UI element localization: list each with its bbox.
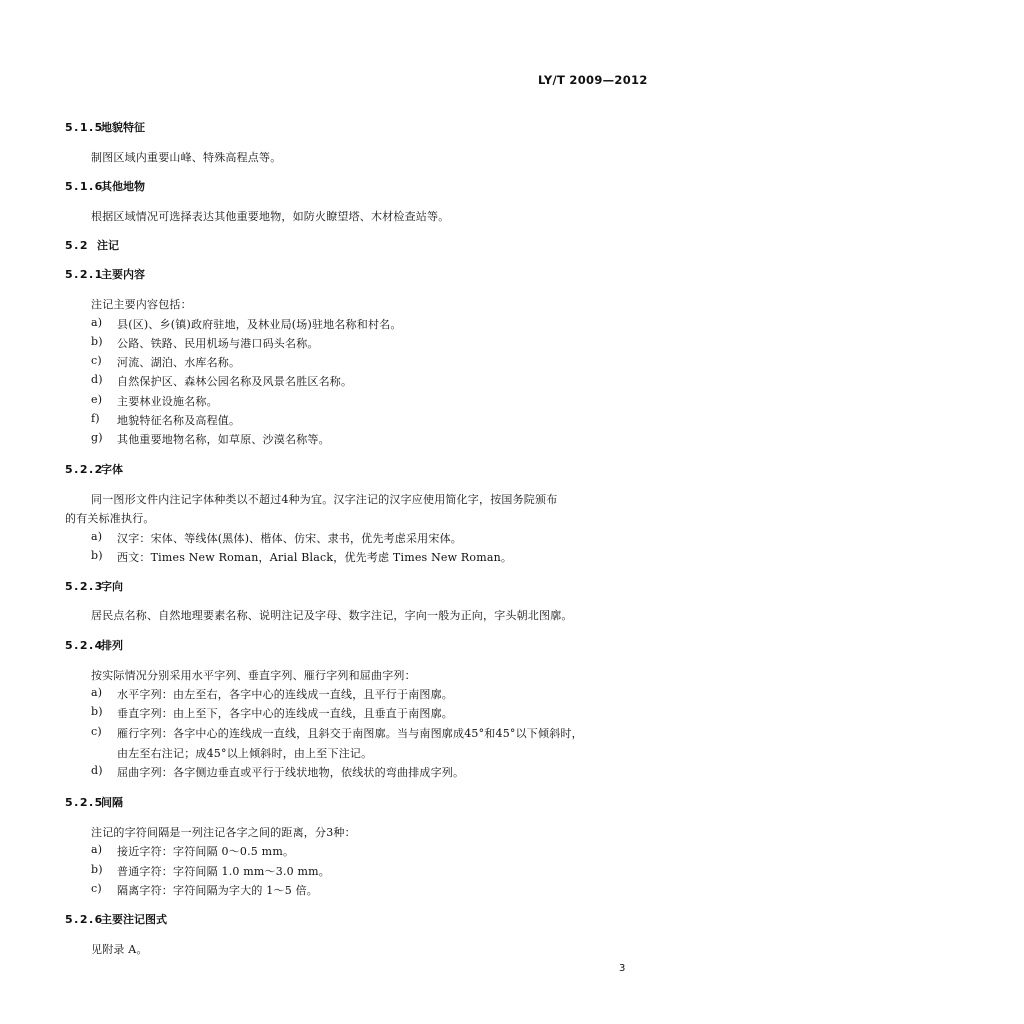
section-number: 5.2.4 — [65, 639, 104, 652]
heading-5-2 — [65, 237, 119, 253]
list-text: 水平字列：由左至右，各字中心的连线成一直线，且平行于南图廓。 — [117, 688, 453, 701]
list-text: 接近字符：字符间隔 0～0.5 mm。 — [117, 845, 295, 858]
list-text: 屈曲字列：各字侧边垂直或平行于线状地物，依线状的弯曲排成字列。 — [117, 766, 465, 779]
list-text: 垂直字列：由上至下，各字中心的连线成一直线，且垂直于南图廓。 — [117, 707, 453, 720]
page-number: 3 — [619, 963, 626, 974]
list-marker: a) — [91, 316, 103, 329]
heading-5-2-5 — [65, 794, 123, 810]
section-title: 注记 — [97, 239, 119, 252]
list-marker: a) — [91, 843, 103, 856]
para-5-2-2-line2: 的有关标准执行。 — [65, 512, 155, 525]
list-text: 其他重要地物名称，如草原、沙漠名称等。 — [117, 433, 330, 446]
list-text: 普通字符：字符间隔 1.0 mm～3.0 mm。 — [117, 865, 330, 878]
list-marker: f) — [91, 412, 100, 425]
list-marker: a) — [91, 530, 103, 543]
heading-5-1-5 — [65, 119, 145, 135]
section-number: 5.2.5 — [65, 796, 104, 809]
list-text: 自然保护区、森林公园名称及风景名胜区名称。 — [117, 375, 353, 388]
heading-5-2-4 — [65, 637, 123, 653]
list-marker: c) — [91, 354, 102, 367]
list-marker: d) — [91, 764, 103, 777]
list-text: 雁行字列：各字中心的连线成一直线，且斜交于南图廓。当与南图廓成45°和45°以下倾斜时， — [117, 727, 583, 740]
list-text: 地貌特征名称及高程值。 — [117, 414, 241, 427]
heading-5-1-6 — [65, 178, 145, 194]
section-number: 5.2.3 — [65, 580, 104, 593]
section-title: 地貌特征 — [101, 121, 145, 134]
heading-5-2-3 — [65, 578, 123, 594]
section-number: 5.1.6 — [65, 180, 104, 193]
list-marker: a) — [91, 686, 103, 699]
section-title: 字向 — [101, 580, 123, 593]
section-number: 5.2 — [65, 239, 89, 252]
list-text: 汉字：宋体、等线体(黑体)、楷体、仿宋、隶书，优先考虑采用宋体。 — [117, 532, 462, 545]
para-5-2-2-line1: 同一图形文件内注记字体种类以不超过4种为宜。汉字注记的汉字应使用简化字，按国务院颁布 — [91, 493, 558, 506]
list-marker: c) — [91, 882, 102, 895]
para-5-2-3: 居民点名称、自然地理要素名称、说明注记及字母、数字注记，字向一般为正向，字头朝北图廓。 — [91, 609, 573, 622]
para-5-2-6: 见附录 A。 — [91, 943, 148, 956]
section-title: 其他地物 — [101, 180, 145, 193]
list-text: 隔离字符：字符间隔为字大的 1～5 倍。 — [117, 884, 318, 897]
section-title: 排列 — [101, 639, 123, 652]
list-marker: e) — [91, 393, 103, 406]
para-5-2-5-intro: 注记的字符间隔是一列注记各字之间的距离，分3种： — [91, 826, 356, 839]
section-number: 5.1.5 — [65, 121, 104, 134]
list-text: 西文：Times New Roman，Arial Black，优先考虑 Times New Roman。 — [117, 551, 513, 564]
list-marker: g) — [91, 431, 103, 444]
list-marker: c) — [91, 725, 102, 738]
para-5-2-4-intro: 按实际情况分别采用水平字列、垂直字列、雁行字列和屈曲字列： — [91, 669, 416, 682]
section-title: 字体 — [101, 463, 123, 476]
para-5-1-6: 根据区域情况可选择表达其他重要地物，如防火瞭望塔、木材检查站等。 — [91, 210, 450, 223]
list-item-continuation: 由左至右注记；成45°以上倾斜时，由上至下注记。 — [117, 747, 373, 760]
section-number: 5.2.2 — [65, 463, 104, 476]
list-text: 县(区)、乡(镇)政府驻地，及林业局(场)驻地名称和村名。 — [117, 318, 402, 331]
list-marker: b) — [91, 549, 103, 562]
list-marker: b) — [91, 863, 103, 876]
list-text: 主要林业设施名称。 — [117, 395, 218, 408]
section-number: 5.2.1 — [65, 268, 104, 281]
section-title: 主要内容 — [101, 268, 145, 281]
heading-5-2-2 — [65, 461, 123, 477]
standard-code: LY/T 2009—2012 — [538, 73, 648, 87]
heading-5-2-6 — [65, 911, 167, 927]
list-marker: d) — [91, 373, 103, 386]
section-title: 间隔 — [101, 796, 123, 809]
para-5-1-5: 制图区域内重要山峰、特殊高程点等。 — [91, 151, 282, 164]
list-text: 河流、湖泊、水库名称。 — [117, 356, 241, 369]
list-marker: b) — [91, 335, 103, 348]
para-5-2-1-intro: 注记主要内容包括： — [91, 298, 192, 311]
section-number: 5.2.6 — [65, 913, 104, 926]
list-marker: b) — [91, 705, 103, 718]
heading-5-2-1 — [65, 266, 145, 282]
section-title: 主要注记图式 — [101, 913, 167, 926]
list-text: 公路、铁路、民用机场与港口码头名称。 — [117, 337, 319, 350]
